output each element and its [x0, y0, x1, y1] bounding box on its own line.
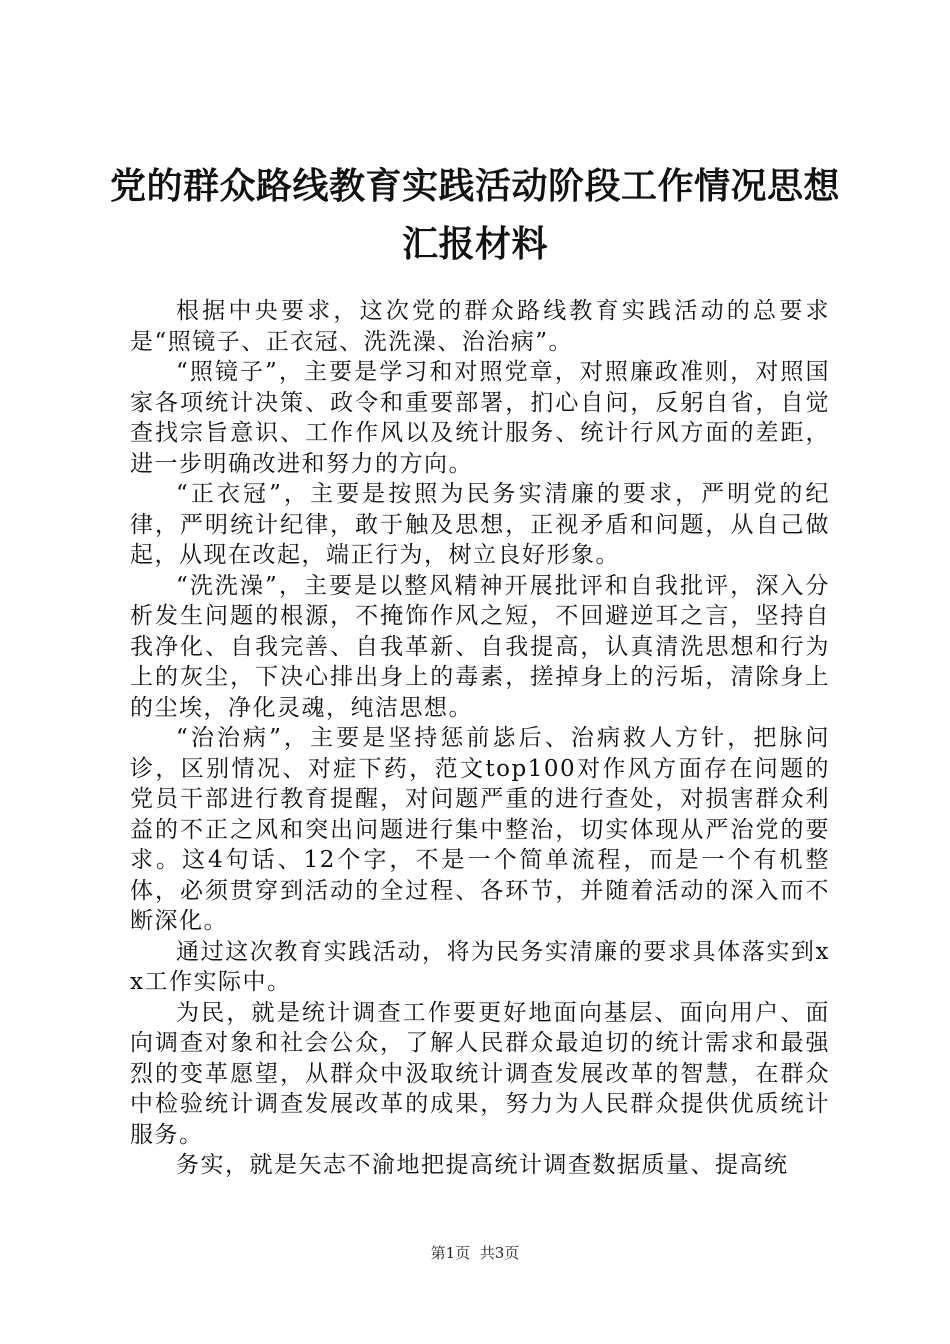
paragraph-implement: 通过这次教育实践活动，将为民务实清廉的要求具体落实到xx工作实际中。 [130, 938, 830, 995]
paragraph-mirror: “照镜子”，主要是学习和对照党章，对照廉政准则，对照国家各项统计决策、政令和重要部署，扪心自问，反躬自省，自觉查找宗旨意识、工作作风以及统计服务、统计行风方面的差距，进一步明确改进和努力的方向。 [130, 359, 830, 477]
document-body [130, 296, 830, 1181]
page-total: 共3页 [479, 1244, 520, 1262]
paragraph-dress: “正衣冠”，主要是按照为民务实清廉的要求，严明党的纪律，严明统计纪律，敢于触及思想，正视矛盾和问题，从自己做起，从现在改起，端正行为，树立良好形象。 [130, 481, 830, 568]
paragraph-bath: “洗洗澡”，主要是以整风精神开展批评和自我批评，深入分析发生问题的根源，不掩饰作风之短，不回避逆耳之言，坚持自我净化、自我完善、自我革新、自我提高，认真清洗思想和行为上的灰尘，下决心排出身上的毒素，搓掉身上的污垢，清除身上的尘埃，净化灵魂，纯洁思想。 [130, 572, 830, 721]
page-footer [0, 1242, 950, 1263]
paragraph-cure: “治治病”，主要是坚持惩前毖后、治病救人方针，把脉问诊，区别情况、对症下药，范文top100对作风方面存在问题的党员干部进行教育提醒，对问题严重的进行查处，对损害群众利益的不正之风和突出问题进行集中整治，切实体现从严治党的要求。这4句话、12个字，不是一个简单流程，而是一个有机整体，必须贯穿到活动的全过程、各环节，并随着活动的深入而不断深化。 [130, 725, 830, 934]
document-title: 党的群众路线教育实践活动阶段工作情况思想汇报材料 [110, 166, 841, 265]
paragraph-for-people: 为民，就是统计调查工作要更好地面向基层、面向用户、面向调查对象和社会公众，了解人民群众最迫切的统计需求和最强烈的变革愿望，从群众中汲取统计调查发展改革的智慧，在群众中检验统计调查发展改革的成果，努力为人民群众提供优质统计服务。 [130, 999, 830, 1148]
page-number: 第1页 [430, 1244, 471, 1262]
paragraph-intro: 根据中央要求，这次党的群众路线教育实践活动的总要求是“照镜子、正衣冠、洗洗澡、治治病”。 [130, 298, 830, 355]
paragraph-pragmatic: 务实，就是矢志不渝地把提高统计调查数据质量、提高统 [176, 1152, 789, 1178]
